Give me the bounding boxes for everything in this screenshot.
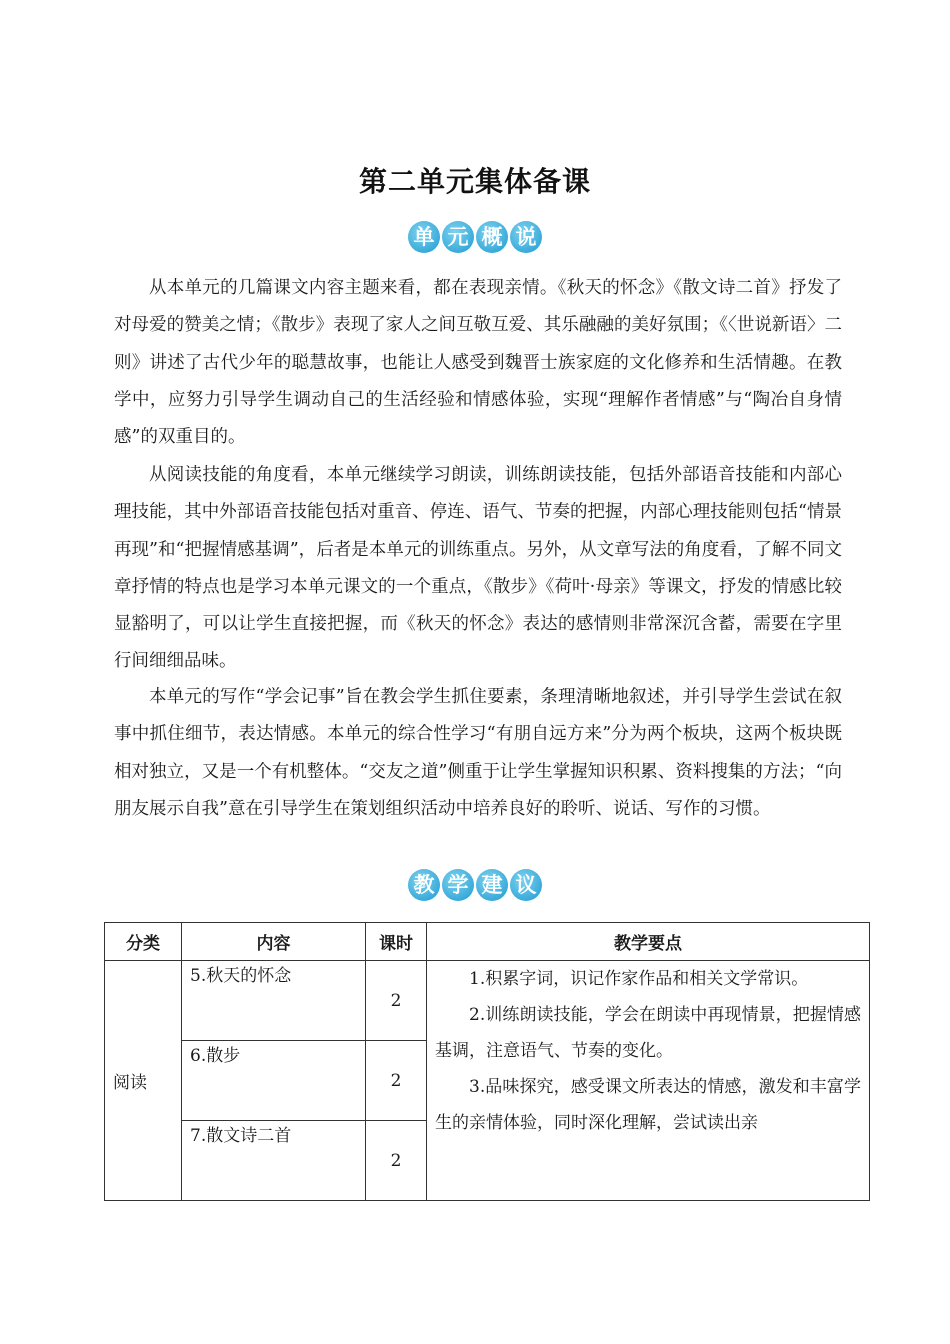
paragraph-writing: 本单元的写作“学会记事”旨在教会学生抓住要素，条理清晰地叙述，并引导学生尝试在叙事中抓住细节，表达情感。本单元的综合性学习“有朋自远方来”分为两个板块，这两个板块既相对独立，又是一个有机整体。“交友之道”侧重于让学生掌握知识积累、资料搜集的方法；“向朋友展示自我”意在引导学生在策划组织活动中培养良好的聆听、说话、写作的习惯。	[114, 687, 842, 819]
table-header-row	[105, 923, 870, 961]
key-point: 3.品味探究，感受课文所表达的情感，激发和丰富学生的亲情体验，同时深化理解，尝试读出亲	[435, 1077, 861, 1133]
hours-cell: 2	[366, 1041, 427, 1121]
badge-char: 概	[476, 221, 508, 253]
content-cell: 7.散文诗二首	[182, 1121, 366, 1201]
content-cell: 5.秋天的怀念	[182, 961, 366, 1041]
badge-char: 议	[510, 869, 542, 901]
key-point: 1.积累字词，识记作家作品和相关文学常识。	[469, 969, 809, 989]
badge-char: 元	[442, 221, 474, 253]
key-points-cell	[427, 961, 870, 1201]
badge-char: 说	[510, 221, 542, 253]
badge-char: 学	[442, 869, 474, 901]
badge-char: 教	[408, 869, 440, 901]
badge-char: 单	[408, 221, 440, 253]
section-badge-overview	[0, 221, 950, 253]
header-category: 分类	[105, 923, 182, 961]
hours-cell: 2	[366, 961, 427, 1041]
table-row	[105, 961, 870, 1041]
key-point: 2.训练朗读技能，学会在朗读中再现情景，把握情感基调，注意语气、节奏的变化。	[435, 1005, 861, 1061]
content-cell: 6.散步	[182, 1041, 366, 1121]
header-content: 内容	[182, 923, 366, 961]
page-title: 第二单元集体备课	[358, 165, 591, 198]
category-cell: 阅读	[105, 961, 182, 1201]
badge-char: 建	[476, 869, 508, 901]
paragraph-reading-skills: 从阅读技能的角度看，本单元继续学习朗读，训练朗读技能，包括外部语音技能和内部心理技能，其中外部语音技能包括对重音、停连、语气、节奏的把握，内部心理技能则包括“情景再现”和“把握情感基调”，后者是本单元的训练重点。另外，从文章写法的角度看，了解不同文章抒情的特点也是学习本单元课文的一个重点，《散步》《荷叶·母亲》等课文，抒发的情感比较显豁明了，可以让学生直接把握，而《秋天的怀念》表达的感情则非常深沉含蓄，需要在字里行间细细品味。	[114, 465, 842, 672]
section-badge-suggestions	[0, 869, 950, 901]
paragraph-themes: 从本单元的几篇课文内容主题来看，都在表现亲情。《秋天的怀念》《散文诗二首》抒发了对母爱的赞美之情；《散步》表现了家人之间互敬互爱、其乐融融的美好氛围；《〈世说新语〉二则》讲述了古代少年的聪慧故事，也能让人感受到魏晋士族家庭的文化修养和生活情趣。在教学中，应努力引导学生调动自己的生活经验和情感体验，实现“理解作者情感”与“陶冶自身情感”的双重目的。	[114, 278, 842, 448]
teaching-plan-table	[104, 922, 870, 1201]
header-key-points: 教学要点	[427, 923, 870, 961]
header-hours: 课时	[366, 923, 427, 961]
hours-cell: 2	[366, 1121, 427, 1201]
